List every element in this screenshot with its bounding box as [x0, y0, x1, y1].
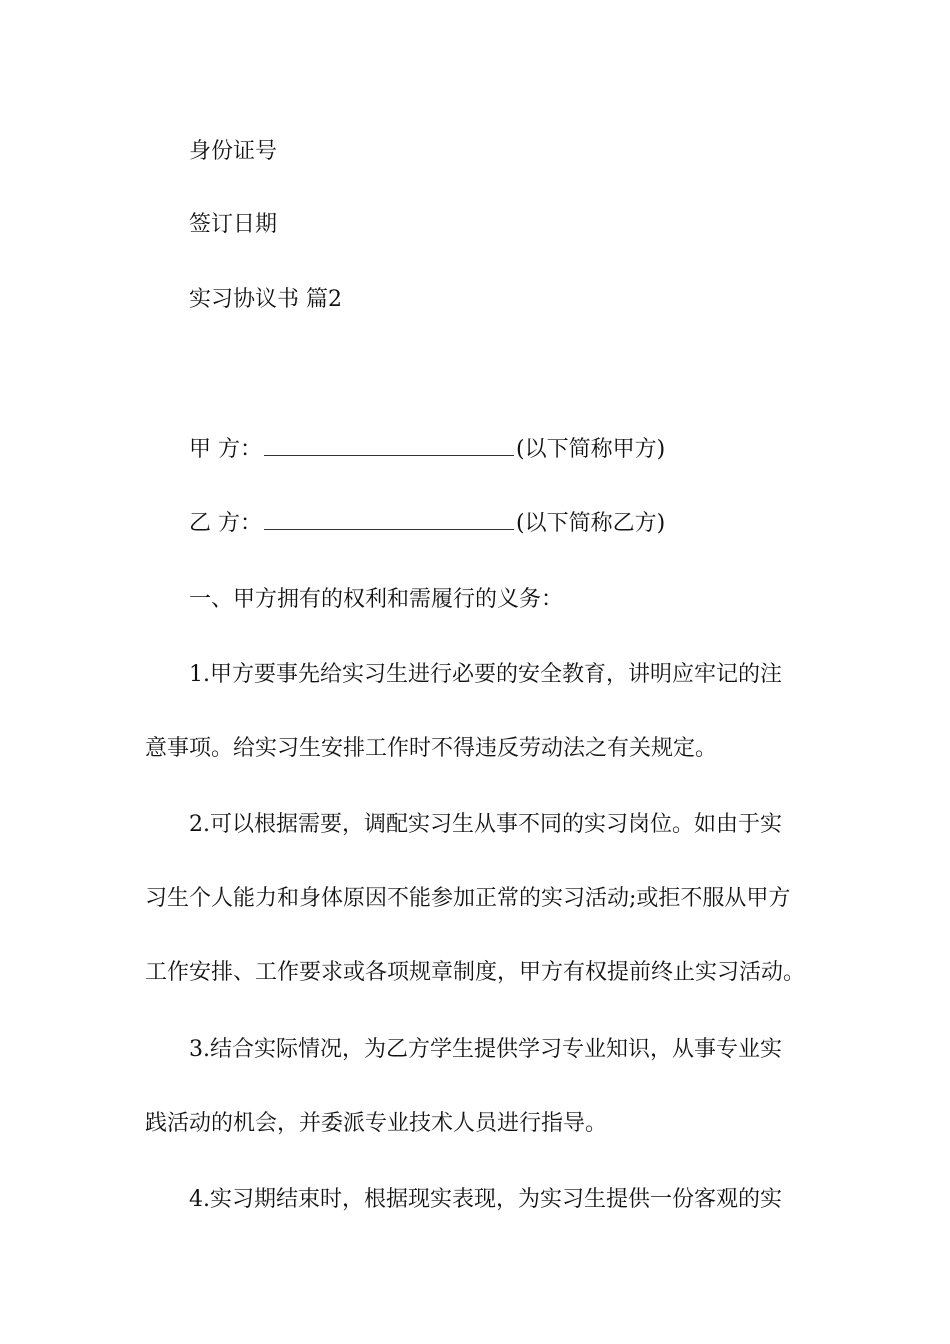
party-a-blank [264, 437, 514, 456]
section-1-heading: 一、甲方拥有的权利和需履行的义务： [189, 587, 564, 612]
item-1-line-1: 1.甲方要事先给实习生进行必要的安全教育，讲明应牢记的注 [189, 662, 782, 687]
party-a-suffix: (以下简称甲方) [516, 437, 666, 462]
party-b-blank [264, 511, 514, 530]
item-4-line-1: 4.实习期结束时，根据现实表现，为实习生提供一份客观的实 [189, 1187, 782, 1212]
party-b-line [189, 509, 665, 539]
item-2-line-2: 习生个人能力和身体原因不能参加正常的实习活动;或拒不服从甲方 [145, 886, 791, 911]
item-1-line-2: 意事项。给实习生安排工作时不得违反劳动法之有关规定。 [145, 736, 718, 761]
item-2-line-3: 工作安排、工作要求或各项规章制度，甲方有权提前终止实习活动。 [145, 960, 806, 985]
id-number-label: 身份证号 [189, 139, 278, 164]
agreement-heading: 实习协议书 篇2 [189, 287, 342, 312]
party-a-label: 甲 方： [189, 437, 262, 462]
item-3-line-1: 3.结合实际情况，为乙方学生提供学习专业知识，从事专业实 [189, 1037, 782, 1062]
party-b-label: 乙 方： [189, 511, 262, 536]
item-3-line-2: 践活动的机会，并委派专业技术人员进行指导。 [145, 1111, 608, 1136]
party-a-line [189, 435, 665, 465]
sign-date-label: 签订日期 [189, 212, 278, 237]
item-2-line-1: 2.可以根据需要，调配实习生从事不同的实习岗位。如由于实 [189, 812, 782, 837]
party-b-suffix: (以下简称乙方) [516, 511, 666, 536]
